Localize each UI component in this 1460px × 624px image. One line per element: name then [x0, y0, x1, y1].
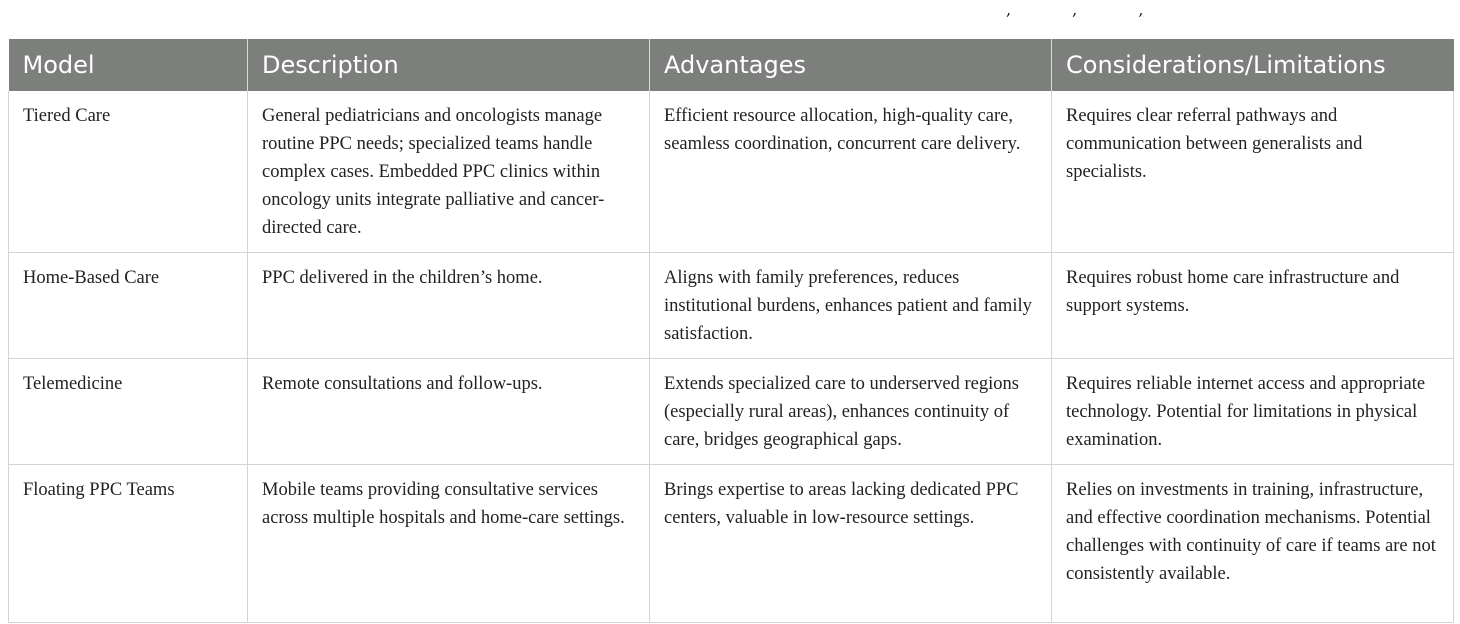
table-row: [9, 91, 1454, 253]
table-header-row: [9, 39, 1454, 91]
cell-advantages: Brings expertise to areas lacking dedicated PPC centers, valuable in low-resource settings.: [650, 465, 1052, 623]
cell-considerations: Requires clear referral pathways and communication between generalists and specialists.: [1052, 91, 1454, 253]
cell-considerations: Requires robust home care infrastructure and support systems.: [1052, 253, 1454, 359]
header-considerations: Considerations/Limitations: [1052, 39, 1454, 91]
table-row: [9, 253, 1454, 359]
cell-model: Home-Based Care: [9, 253, 248, 359]
cell-description: Mobile teams providing consultative services across multiple hospitals and home-care settings.: [248, 465, 650, 623]
cell-model: Floating PPC Teams: [9, 465, 248, 623]
header-description: Description: [248, 39, 650, 91]
top-punctuation-marks: , , ,: [1006, 0, 1172, 19]
header-advantages: Advantages: [650, 39, 1052, 91]
cell-considerations: Relies on investments in training, infrastructure, and effective coordination mechanisms. Potential challenges with continuity of care if teams are not consistently available.: [1052, 465, 1454, 623]
table-row: [9, 359, 1454, 465]
cell-description: PPC delivered in the children’s home.: [248, 253, 650, 359]
cell-model: Telemedicine: [9, 359, 248, 465]
table-row: [9, 465, 1454, 623]
cell-advantages: Efficient resource allocation, high-quality care, seamless coordination, concurrent care delivery.: [650, 91, 1052, 253]
header-model: Model: [9, 39, 248, 91]
ppc-models-table: [8, 39, 1454, 623]
cell-model: Tiered Care: [9, 91, 248, 253]
cell-advantages: Extends specialized care to underserved regions (especially rural areas), enhances continuity of care, bridges geographical gaps.: [650, 359, 1052, 465]
cell-description: General pediatricians and oncologists manage routine PPC needs; specialized teams handle complex cases. Embedded PPC clinics within oncology units integrate palliative and cancer-directed care.: [248, 91, 650, 253]
cell-description: Remote consultations and follow-ups.: [248, 359, 650, 465]
cell-considerations: Requires reliable internet access and appropriate technology. Potential for limitations in physical examination.: [1052, 359, 1454, 465]
cell-advantages: Aligns with family preferences, reduces institutional burdens, enhances patient and family satisfaction.: [650, 253, 1052, 359]
